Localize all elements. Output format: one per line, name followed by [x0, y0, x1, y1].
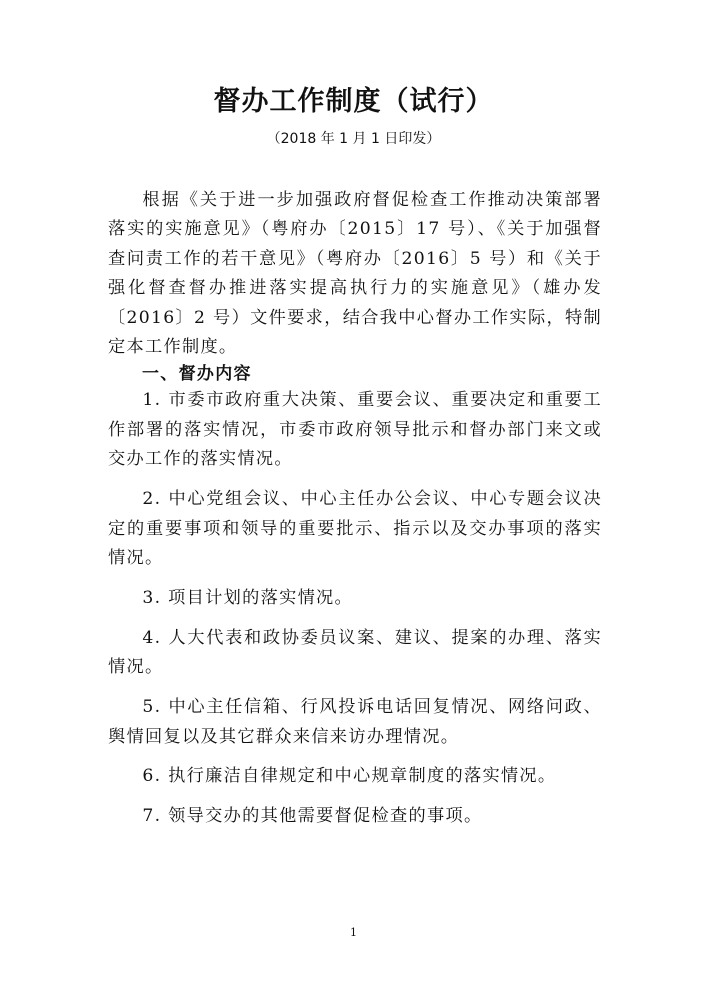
- list-item: 5. 中心主任信箱、行风投诉电话回复情况、网络问政、舆情回复以及其它群众来信来访办理情况。: [108, 697, 602, 747]
- list-item: 4. 人大代表和政协委员议案、建议、提案的办理、落实情况。: [108, 627, 602, 678]
- section-heading: 一、督办内容: [142, 364, 252, 385]
- list-item: 1. 市委市政府重大决策、重要会议、重要决定和重要工作部署的落实情况，市委市政府领导批示和督办部门来文或交办工作的落实情况。: [108, 390, 602, 470]
- page-number: 1: [350, 926, 357, 939]
- list-item: 7. 领导交办的其他需要督促检查的事项。: [142, 806, 483, 827]
- issue-date: （2018 年 1 月 1 日印发）: [266, 131, 441, 147]
- document-body: [108, 186, 602, 842]
- list-item: 6. 执行廉洁自律规定和中心规章制度的落实情况。: [142, 766, 557, 787]
- document-title: 督办工作制度（试行）: [213, 86, 494, 117]
- list-item: 3. 项目计划的落实情况。: [142, 587, 354, 608]
- list-item: 2. 中心党组会议、中心主任办公会议、中心专题会议决定的重要事项和领导的重要批示、指示以及交办事项的落实情况。: [108, 489, 602, 568]
- intro-paragraph: 根据《关于进一步加强政府督促检查工作推动决策部署落实的实施意见》（粤府办〔2015〕17 号）、《关于加强督查问责工作的若干意见》（粤府办〔2016〕5 号）和《关于强化督查督办推进落实提高执行力的实施意见》（雄办发〔2016〕2 号）文件要求，结合我中心督办工作实际，特制定本工作制度。: [108, 190, 602, 358]
